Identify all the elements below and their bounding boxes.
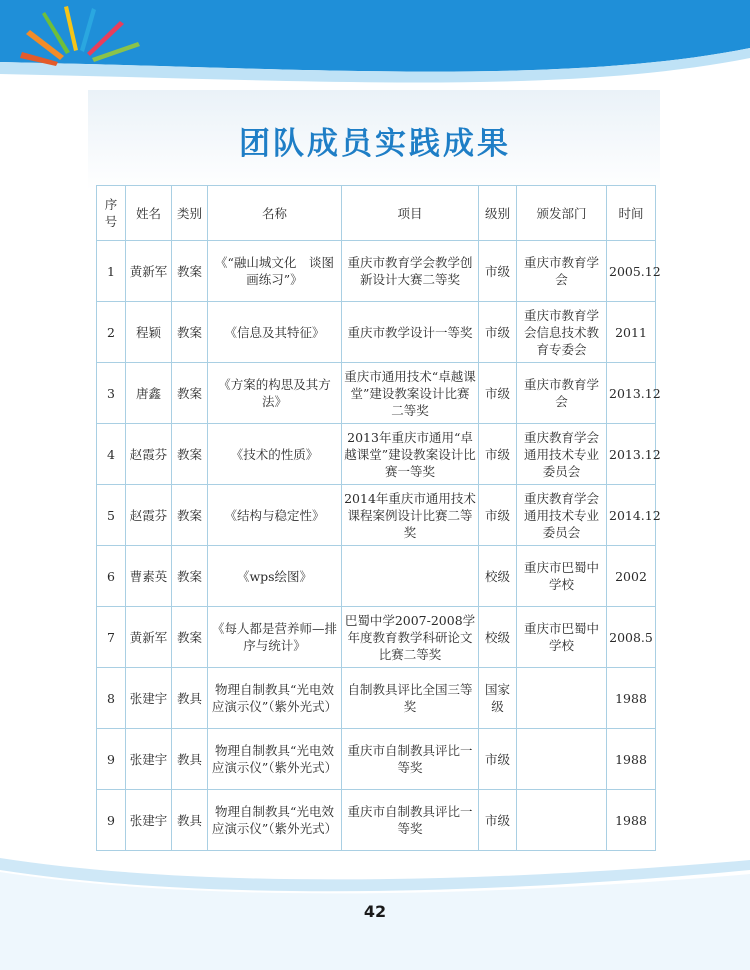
cell-name: 黄新军 [126,241,172,302]
cell-no: 4 [97,424,126,485]
header-issuer: 颁发部门 [517,186,607,241]
cell-category: 教案 [172,485,208,546]
table-row [97,729,656,790]
cell-level: 市级 [479,485,517,546]
cell-name: 张建宇 [126,668,172,729]
cell-project: 重庆市自制教具评比一等奖 [342,790,479,851]
cell-date: 1988 [607,668,656,729]
table-header-row [97,186,656,241]
header-name: 姓名 [126,186,172,241]
header-title: 名称 [208,186,342,241]
cell-date: 2011 [607,302,656,363]
cell-category: 教案 [172,363,208,424]
cell-title: 物理自制教具“光电效应演示仪”（紫外光式） [208,668,342,729]
cell-no: 3 [97,363,126,424]
cell-category: 教案 [172,546,208,607]
table-row [97,363,656,424]
cell-date: 1988 [607,729,656,790]
cell-title: 《结构与稳定性》 [208,485,342,546]
cell-project [342,546,479,607]
cell-level: 市级 [479,424,517,485]
cell-issuer: 重庆市教育学会 [517,241,607,302]
cell-title: 《“融山城文化 谈图画练习”》 [208,241,342,302]
cell-level: 校级 [479,607,517,668]
cell-date: 2013.12 [607,363,656,424]
cell-issuer [517,668,607,729]
cell-date: 2014.12 [607,485,656,546]
cell-project: 2013年重庆市通用“卓越课堂”建设教案设计比赛一等奖 [342,424,479,485]
cell-name: 张建宇 [126,729,172,790]
cell-no: 1 [97,241,126,302]
cell-project: 重庆市自制教具评比一等奖 [342,729,479,790]
header-band [0,0,750,95]
cell-date: 2013.12 [607,424,656,485]
cell-category: 教案 [172,424,208,485]
cell-level: 市级 [479,363,517,424]
cell-project: 重庆市教学设计一等奖 [342,302,479,363]
cell-level: 市级 [479,729,517,790]
cell-project: 重庆市教育学会教学创新设计大赛二等奖 [342,241,479,302]
header-project: 项目 [342,186,479,241]
cell-issuer: 重庆教育学会通用技术专业委员会 [517,424,607,485]
cell-date: 1988 [607,790,656,851]
cell-name: 赵霞芬 [126,424,172,485]
cell-name: 黄新军 [126,607,172,668]
cell-title: 《方案的构思及其方法》 [208,363,342,424]
cell-name: 曹素英 [126,546,172,607]
cell-title: 《每人都是营养师—排序与统计》 [208,607,342,668]
cell-no: 9 [97,729,126,790]
cell-level: 校级 [479,546,517,607]
table-row [97,668,656,729]
cell-level: 市级 [479,302,517,363]
table-row [97,424,656,485]
cell-name: 唐鑫 [126,363,172,424]
cell-issuer: 重庆教育学会通用技术专业委员会 [517,485,607,546]
cell-title: 《信息及其特征》 [208,302,342,363]
table-row [97,546,656,607]
cell-category: 教具 [172,668,208,729]
cell-issuer: 重庆市巴蜀中学校 [517,546,607,607]
cell-no: 9 [97,790,126,851]
cell-no: 5 [97,485,126,546]
cell-issuer [517,729,607,790]
cell-title: 物理自制教具“光电效应演示仪”（紫外光式） [208,790,342,851]
cell-category: 教案 [172,607,208,668]
cell-date: 2008.5 [607,607,656,668]
cell-no: 8 [97,668,126,729]
header-no: 序号 [97,186,126,241]
header-category: 类别 [172,186,208,241]
cell-category: 教案 [172,302,208,363]
table-row [97,302,656,363]
cell-project: 自制教具评比全国三等奖 [342,668,479,729]
cell-name: 程颖 [126,302,172,363]
cell-issuer: 重庆市教育学会 [517,363,607,424]
cell-level: 市级 [479,790,517,851]
table-row [97,241,656,302]
table-row [97,607,656,668]
cell-date: 2005.12 [607,241,656,302]
cell-project: 2014年重庆市通用技术课程案例设计比赛二等奖 [342,485,479,546]
cell-no: 2 [97,302,126,363]
cell-level: 市级 [479,241,517,302]
cell-category: 教具 [172,729,208,790]
cell-category: 教案 [172,241,208,302]
cell-category: 教具 [172,790,208,851]
cell-title: 《技术的性质》 [208,424,342,485]
results-table [96,185,661,851]
table-row [97,790,656,851]
cell-issuer: 重庆市教育学会信息技术教育专委会 [517,302,607,363]
cell-date: 2002 [607,546,656,607]
table-row [97,485,656,546]
page-title: 团队成员实践成果 [239,126,511,162]
cell-issuer: 重庆市巴蜀中学校 [517,607,607,668]
cell-name: 张建宇 [126,790,172,851]
cell-title: 《wps绘图》 [208,546,342,607]
cell-no: 6 [97,546,126,607]
cell-title: 物理自制教具“光电效应演示仪”（紫外光式） [208,729,342,790]
cell-project: 巴蜀中学2007-2008学年度教育教学科研论文比赛二等奖 [342,607,479,668]
cell-issuer [517,790,607,851]
cell-level: 国家级 [479,668,517,729]
header-date: 时间 [607,186,656,241]
cell-no: 7 [97,607,126,668]
header-level: 级别 [479,186,517,241]
cell-project: 重庆市通用技术“卓越课堂”建设教案设计比赛 二等奖 [342,363,479,424]
page-number: 42 [363,902,387,921]
cell-name: 赵霞芬 [126,485,172,546]
